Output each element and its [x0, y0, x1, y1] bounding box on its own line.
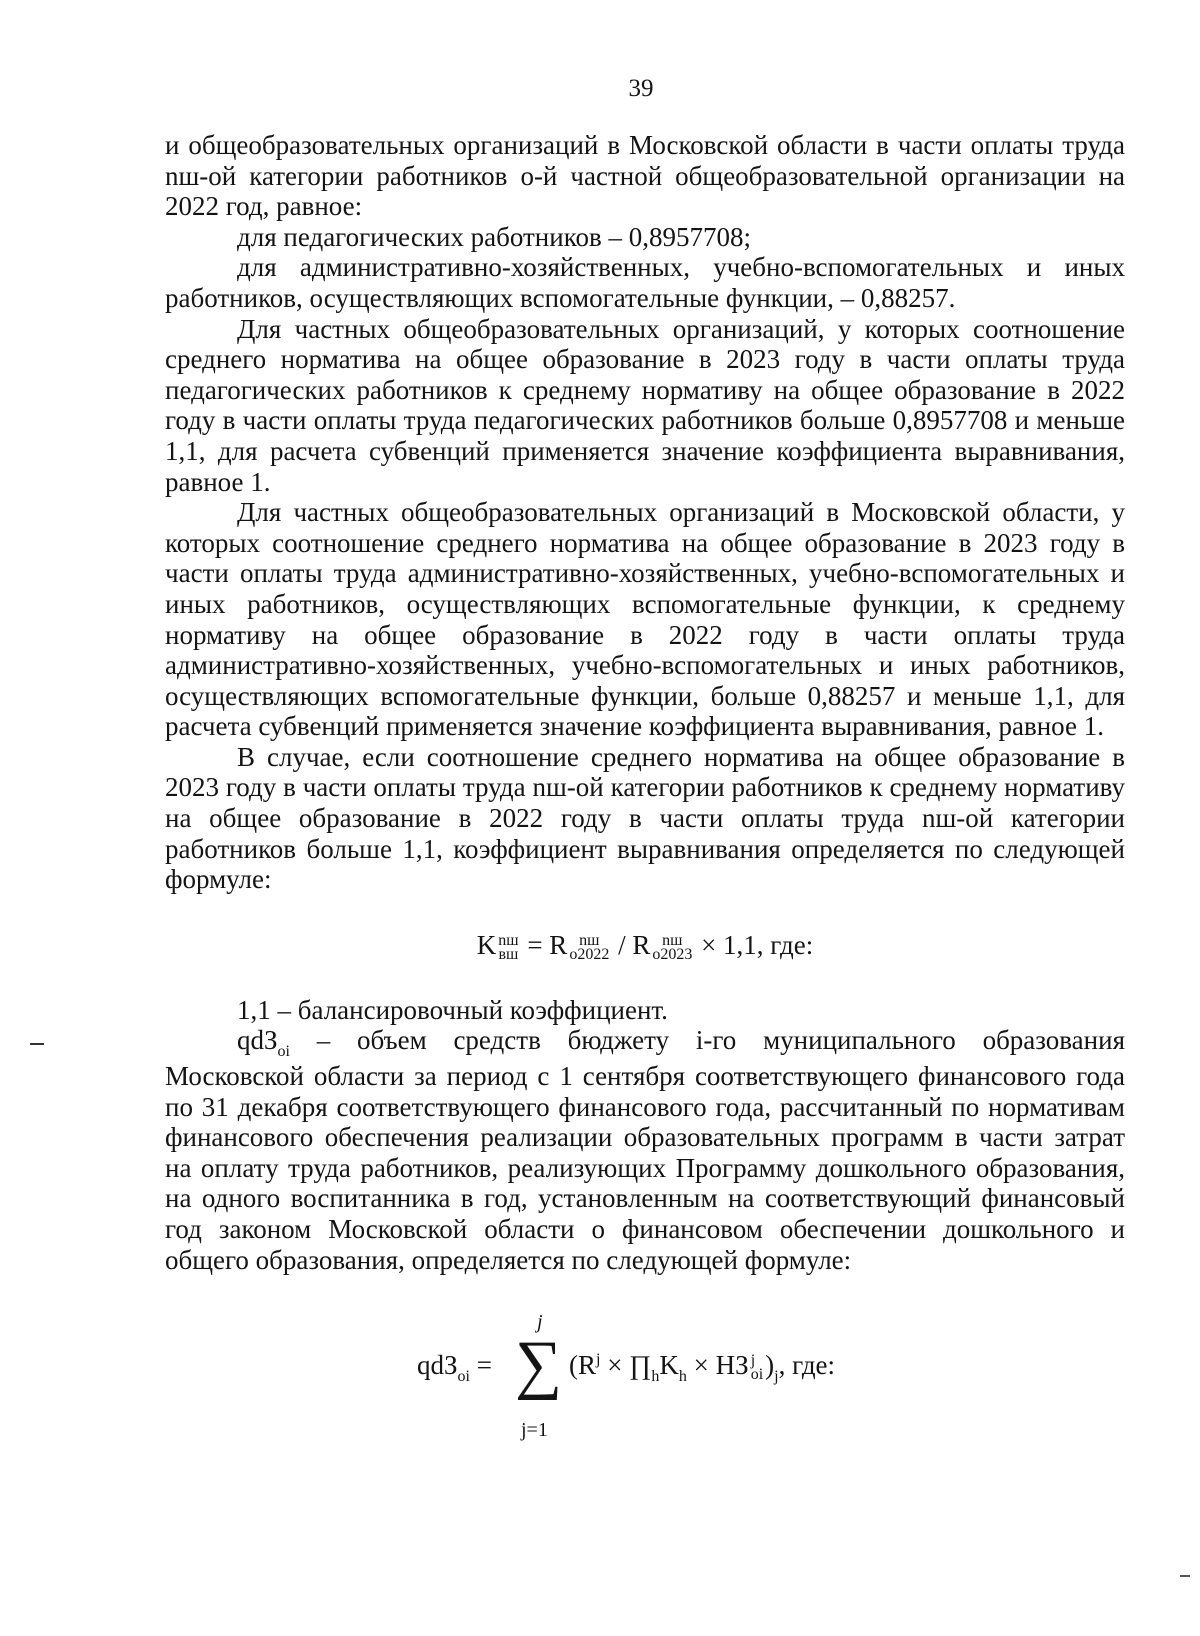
formula2-lhs-var: qdЗ: [417, 1350, 458, 1381]
formula1-tail: × 1,1, где:: [694, 929, 814, 960]
paragraph-8: [165, 1025, 1125, 1275]
formula-preschool-volume: [165, 1307, 1125, 1447]
formula2-rhs-nz-sup: j: [750, 1351, 756, 1369]
formula2-rhs-k-sub: h: [678, 1368, 687, 1386]
formula1-k: K: [476, 929, 497, 960]
formula1-r1-index: [569, 931, 610, 963]
margin-mark: [30, 1043, 44, 1045]
formula2-rhs-product: × ∏: [600, 1350, 652, 1381]
formula2-rhs-product-sub: h: [651, 1368, 660, 1386]
formula2-eq: =: [469, 1350, 492, 1381]
formula2-lhs: [417, 1345, 492, 1390]
formula1-r1-sub: o2022: [569, 945, 610, 963]
formula2-rhs-nz-sub: oi: [750, 1365, 764, 1383]
formula2-rhs-r: (R: [569, 1350, 596, 1381]
paragraph-7: 1,1 – балансировочный коэффициент.: [237, 994, 668, 1025]
formula1-k-sup: nш: [498, 931, 519, 949]
paragraph-5: Для частных общеобразовательных организаций в Московской области, у которых соотношение среднего норматива на общее образование в 2023 году в части оплаты труда административно-хозяйственных, учебно-вспомогательных и иных работников, осуществляющих вспомогательные функции, к среднему нормативу на общее образование в 2022 году в части оплаты труда административно-хозяйственных, учебно-вспомогательных и иных работников, осуществляющих вспомогательные функции, больше 0,88257 и меньше 1,1, для расчета субвенций применяется значение коэффициента выравнивания, равное 1.: [165, 497, 1125, 742]
formula1-r2-index: [652, 931, 693, 963]
page-number: 39: [628, 75, 654, 102]
formula2-rhs-close-sub: j: [774, 1368, 779, 1386]
formula1-k-index: [498, 931, 519, 963]
paragraph-4: Для частных общеобразовательных организаций, у которых соотношение среднего норматива на общее образование в 2023 году в части оплаты труда педагогических работников к среднему нормативу на общее образование в 2022 году в части оплаты труда педагогических работников больше 0,8957708 и меньше 1,1, для расчета субвенций применяется значение коэффициента выравнивания, равное 1.: [165, 313, 1125, 497]
paragraph-8-text: – объем средств бюджету i-го муниципального образования Московской области за период с 1 сентября соответствующего финансового года по 31 декабря соответствующего финансового года, рассчитанный по нормативам финансового обеспечения реализации образовательных программ в части затрат на оплату труда работников, реализующих Программу дошкольного образования, на одного воспитанника в год, установленным на соответствующий финансовый год законом Московской области о финансовом обеспечении дошкольного и общего образования, определяется по следующей формуле:: [165, 1025, 1125, 1275]
paragraph-6: В случае, если соотношение среднего норматива на общее образование в 2023 году в части оплаты труда nш-ой категории работников к среднему нормативу на общее образование в 2022 году в части оплаты труда nш-ой категории работников больше 1,1, коэффициент выравнивания определяется по следующей формуле:: [165, 741, 1125, 895]
formula2-rhs-k: K: [659, 1350, 679, 1381]
paragraph-1: и общеобразовательных организаций в Московской области в части оплаты труда nш-ой категории работников о-й частной общеобразовательной организации на 2022 год, равное:: [165, 130, 1125, 222]
paragraph-8-variable: qdЗ: [237, 1025, 278, 1056]
sum-sign-icon: ∑: [515, 1328, 563, 1402]
formula1-k-sub: вш: [498, 945, 519, 963]
paragraph-3: для административно-хозяйственных, учебно-вспомогательных и иных работников, осуществляющих вспомогательные функции, – 0,88257.: [165, 252, 1125, 313]
formula2-sum-lower: j=1: [521, 1419, 548, 1442]
margin-mark-right: [1180, 1575, 1190, 1577]
formula2-rhs-close: ): [765, 1350, 775, 1381]
formula2-rhs: [569, 1345, 835, 1390]
formula2-rhs-nz-index: [750, 1351, 764, 1383]
paragraph-8-variable-sub: oi: [277, 1043, 290, 1061]
formula1-r2-sub: o2023: [652, 945, 693, 963]
formula2-rhs-tail: , где:: [778, 1350, 836, 1381]
formula1-r1-sup: nш: [579, 931, 600, 949]
formula2-rhs-r-sup: j: [596, 1351, 601, 1369]
document-body: [165, 130, 1125, 1447]
formula1-r2-sup: nш: [662, 931, 683, 949]
formula2-rhs-nz: × НЗ: [686, 1350, 749, 1381]
formula1-eq: = R: [520, 929, 568, 960]
formula-equalization-coefficient: [165, 925, 1125, 965]
formula2-sum-upper: j: [537, 1311, 543, 1334]
paragraph-2: для педагогических работников – 0,8957708;: [237, 221, 751, 252]
formula2-lhs-sub: oi: [457, 1368, 470, 1386]
formula1-div: / R: [611, 929, 651, 960]
